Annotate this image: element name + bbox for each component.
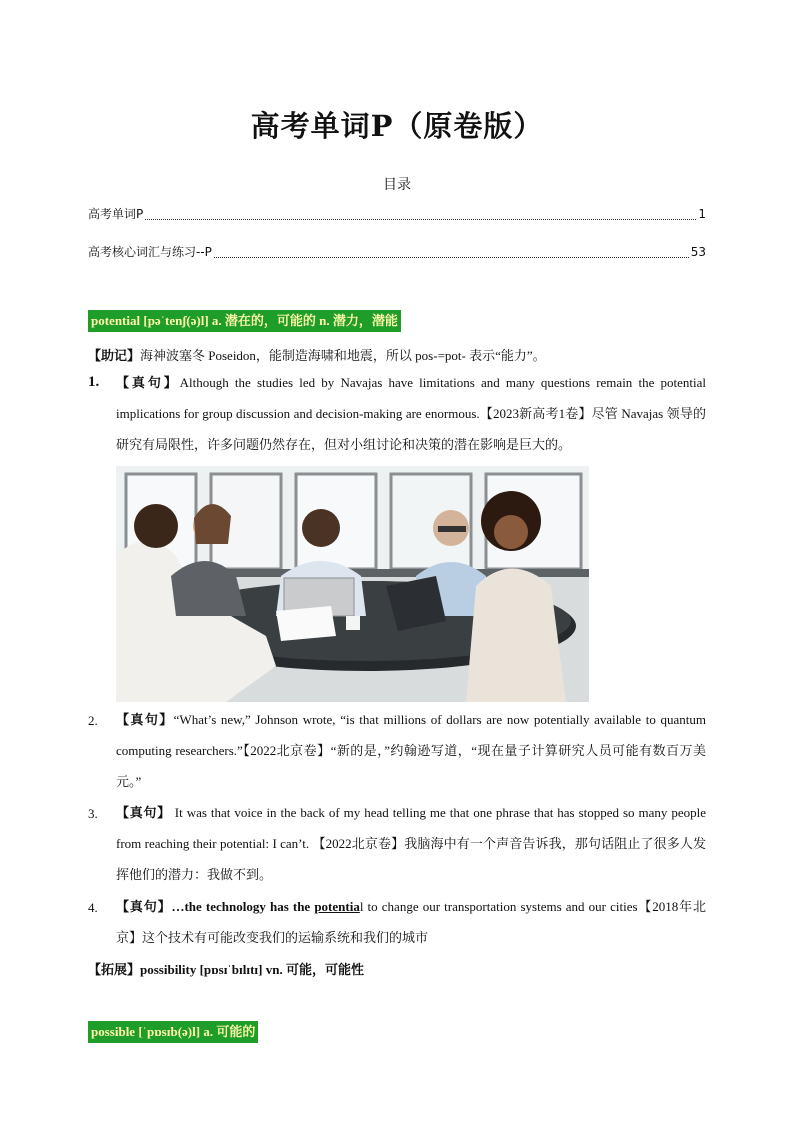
sentence-2 bbox=[116, 704, 706, 797]
sentence-text: “What’s new,” Johnson wrote, “is that millions of dollars are now potentially available to quantum computing researchers.”【2022北京卷】“新的是，”约翰逊写道，“现在量子计算研究人员可能有数百万美元。” bbox=[116, 712, 706, 789]
sentence-tag: 【真句】 bbox=[116, 375, 180, 390]
toc-leader bbox=[145, 218, 696, 220]
sentence-text-pre: …the technology has the bbox=[171, 899, 315, 914]
extension-note: 【拓展】possibility [pɒsɪˈbɪlɪtɪ] vn. 可能，可能性 bbox=[88, 962, 364, 977]
mnemonic-tag: 【助记】 bbox=[88, 348, 141, 363]
sentence-tag: 【真句】 bbox=[116, 805, 171, 820]
sentence-tag: 【真句】 bbox=[116, 712, 174, 727]
sentence-3 bbox=[116, 797, 706, 890]
sentence-number: 1. bbox=[88, 374, 100, 390]
headword-potential: potential [pəˈtenʃ(ə)l] a. 潜在的，可能的 n. 潜力，潜能 bbox=[88, 310, 401, 332]
sentence-text: Although the studies led by Navajas have limitations and many questions remain the potential implications for group discussion and decision-making are enormous.【2023新高考1卷】尽管 Navajas 领导的研究有局限性，许多问题仍然存在，但对小组讨论和决策的潜在影响是巨大的。 bbox=[116, 375, 706, 452]
sentence-text-post: l to change our transportation systems and our cities【2018年北京】这个技术有可能改变我们的运输系统和我们的城市 bbox=[116, 899, 706, 945]
sentence-4 bbox=[116, 891, 706, 953]
sentence-text: It was that voice in the back of my head telling me that one phrase that has stopped so many people from reaching their potential: I can’t. 【2022北京卷】我脑海中有一个声音告诉我，那句话阻止了很多人发挥他们的潜力：我做不到。 bbox=[116, 805, 706, 882]
sentence-tag: 【真句】 bbox=[116, 899, 172, 914]
toc-entry-text: 高考核心词汇与练习--P bbox=[88, 245, 212, 259]
toc-entry-page: 53 bbox=[690, 245, 706, 259]
sentence-1 bbox=[116, 367, 706, 460]
toc-entry[interactable] bbox=[88, 205, 706, 223]
sentence-number: 2. bbox=[88, 713, 98, 728]
toc-entry-page: 1 bbox=[698, 207, 706, 221]
sentence-number: 4. bbox=[88, 900, 98, 915]
page-title: 高考单词P（原卷版） bbox=[250, 109, 544, 143]
sentence-number: 3. bbox=[88, 806, 98, 821]
toc-leader bbox=[214, 256, 689, 258]
underlined-word: potentia bbox=[314, 899, 360, 914]
toc-heading: 目录 bbox=[383, 177, 411, 193]
meeting-photo bbox=[116, 466, 589, 702]
headword-possible: possible [ˈpɒsɪb(ə)l] a. 可能的 bbox=[88, 1021, 258, 1043]
toc-entry[interactable] bbox=[88, 243, 706, 261]
mnemonic-text: 海神波塞冬 Poseidon，能制造海啸和地震，所以 pos-=pot- 表示“能力”。 bbox=[140, 348, 546, 363]
toc-entry-text: 高考单词P bbox=[88, 207, 144, 221]
